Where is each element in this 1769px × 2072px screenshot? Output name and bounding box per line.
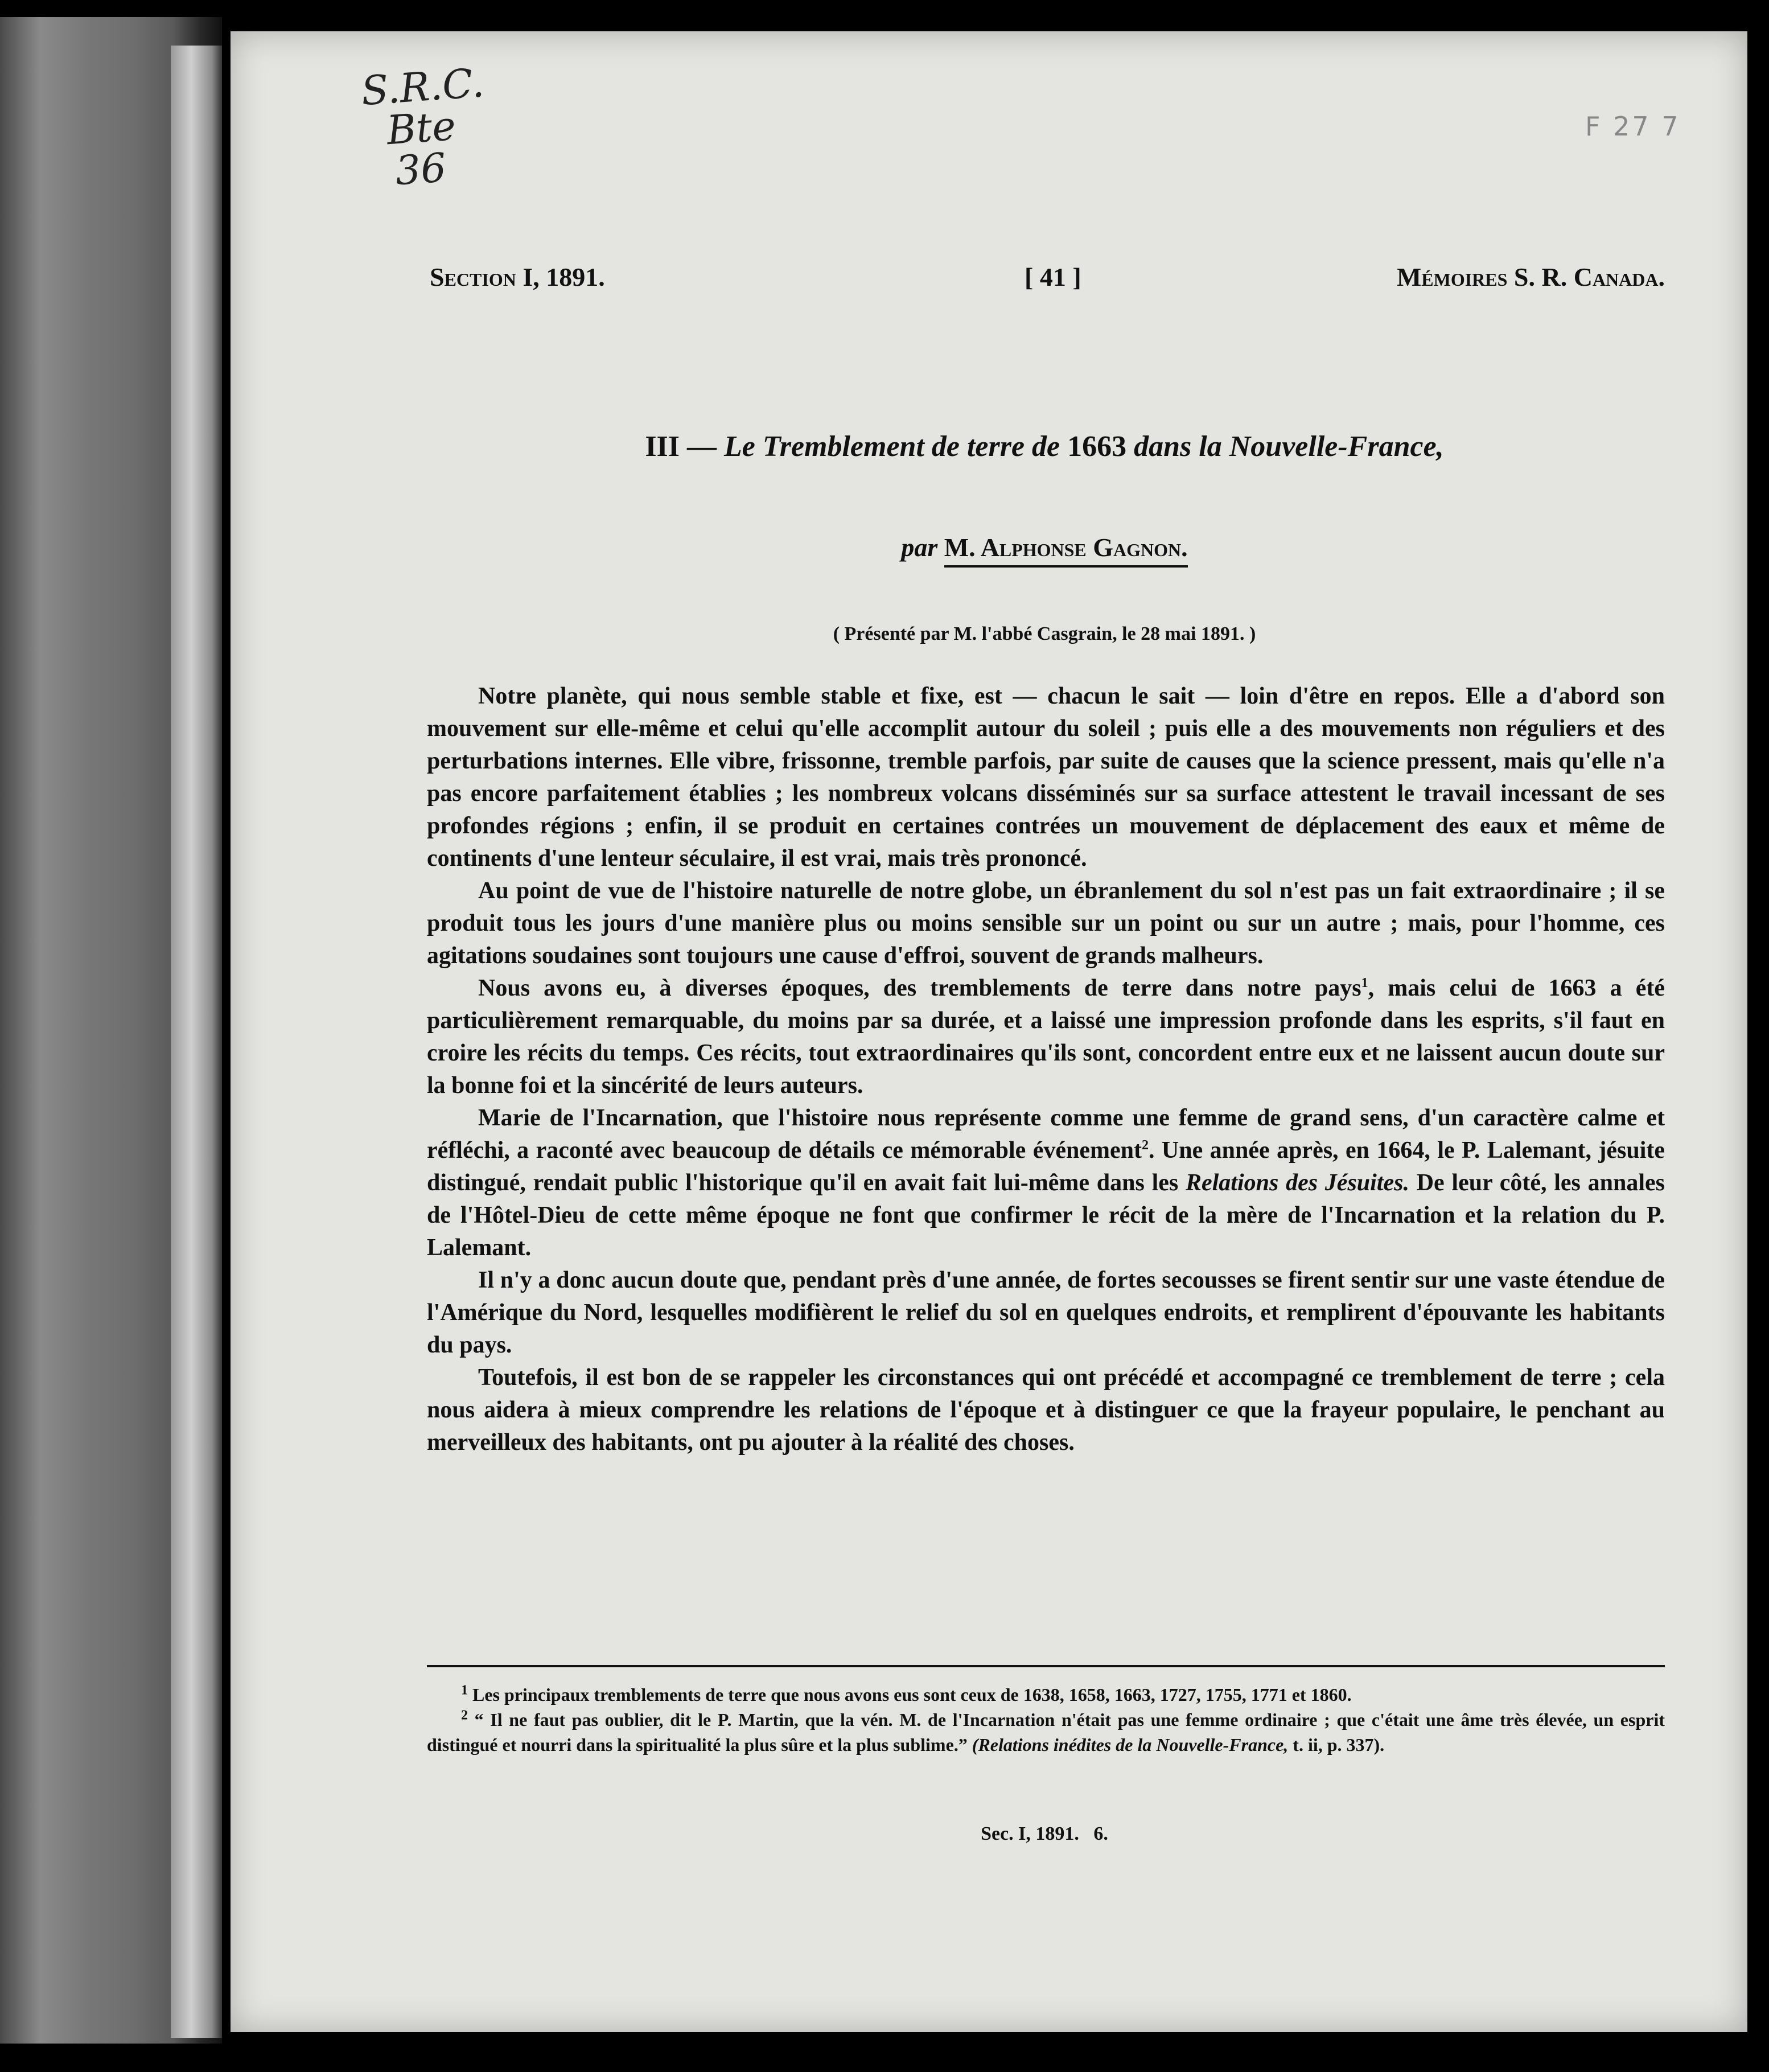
paragraph-5: Il n'y a donc aucun doute que, pendant près d'une année, de fortes secousses se firent sentir sur une vaste étendue de l'Amérique du Nord, lesquelles modifièrent le relief du sol en quelques endroits, et remplirent d'épouvante les habitants du pays. <box>427 1267 1665 1358</box>
author-prefix: par <box>901 533 938 562</box>
footnote-2-end: t. ii, p. 337). <box>1288 1734 1385 1755</box>
article-body <box>427 680 1665 1459</box>
pencil-mark: F 27 7 <box>1585 111 1681 142</box>
paragraph-4 <box>427 1102 1665 1264</box>
paragraph-4-text-a: Marie de l'Incarnation, que l'histoire nous représente comme une femme de grand sens, d'un caractère calme et réfléchi, a raconté avec beaucoup de détails ce mémorable événement <box>427 1105 1665 1164</box>
title-numeral: III — <box>645 430 725 463</box>
presentation-note: ( Présenté par M. l'abbé Casgrain, le 28 mai 1891. ) <box>833 623 1256 644</box>
paragraph-4-italic: Relations des Jésuites. <box>1185 1170 1409 1196</box>
page-edge <box>171 46 222 2038</box>
document-page <box>231 31 1747 2032</box>
paragraph-1: Notre planète, qui nous semble stable et fixe, est — chacun le sait — loin d'être en repos. Elle a d'abord son mouvement sur elle-même et celui qu'elle accomplit autour du soleil ; puis elle a des mouvements non réguliers et des perturbations internes. Elle vibre, frissonne, tremble parfois, par suite de causes que la science pressent, mais qu'elle n'a pas encore parfaitement établies ; les nombreux volcans disséminés sur sa surface attestent le travail incessant de ses profondes régions ; enfin, il se produit en certaines contrées un mouvement de déplacement des eaux et même de continents d'une lenteur séculaire, il est vrai, mais très prononcé. <box>427 683 1665 871</box>
title-italic-2: dans la Nouvelle-France, <box>1126 430 1444 463</box>
footnotes <box>427 1682 1665 1757</box>
footnote-2-italic: (Relations inédites de la Nouvelle-France, <box>972 1734 1289 1755</box>
footnote-2 <box>427 1707 1665 1757</box>
title-italic-1: Le Tremblement de terre de <box>724 430 1068 463</box>
header-section: Section I, 1891. <box>430 262 605 291</box>
handwritten-note <box>360 60 516 202</box>
running-header <box>430 262 1665 307</box>
paragraph-6: Toutefois, il est bon de se rappeler les circonstances qui ont précédé et accompagné ce tremblement de terre ; cela nous aidera à mieux comprendre les relations de l'époque et à distinguer ce que la frayeur populaire, le penchant au merveilleux des habitants, ont pu ajouter à la réalité des choses. <box>427 1364 1665 1456</box>
paragraph-4-text-b: . Une année après, en 1664, le P. Lalemant, jésuite distingué, rendait public l'historique qu'il en avait fait lui-même dans les <box>427 1137 1665 1196</box>
handwritten-line-1: S.R.C. <box>359 59 486 115</box>
paragraph-3 <box>427 972 1665 1102</box>
paragraph-3-text-b: , mais celui de 1663 a été particulièrement remarquable, du moins par sa durée, et a laissé une impression profonde dans les esprits, s'il faut en croire les récits du temps. Ces récits, tout extraordinaires qu'ils sont, concordent entre eux et ne laissent aucun doute sur la bonne foi et la sincérité de leurs auteurs. <box>427 975 1665 1099</box>
footnote-mark-2: 2 <box>461 1708 468 1723</box>
paragraph-2: Au point de vue de l'histoire naturelle de notre globe, un ébranlement du sol n'est pas un fait extraordinaire ; il se produit tous les jours d'une manière plus ou moins sensible sur un point ou sur un autre ; mais, pour l'homme, ces agitations soudaines sont toujours une cause d'effroi, souvent de grands malheurs. <box>427 878 1665 969</box>
paragraph-4-text-c: De leur côté, les annales de l'Hôtel-Dieu de cette même époque ne font que confirmer le récit de la mère de l'Incarnation et la relation du P. Lalemant. <box>427 1170 1665 1261</box>
paragraph-3-text-a: Nous avons eu, à diverses époques, des tremblements de terre dans notre pays <box>478 975 1361 1001</box>
footnote-1-text: Les principaux tremblements de terre que nous avons eus sont ceux de 1638, 1658, 1663, 1727, 1755, 1771 et 1860. <box>468 1684 1352 1705</box>
footnote-mark-1: 1 <box>461 1683 468 1698</box>
footnote-ref-2: 2 <box>1141 1138 1149 1153</box>
signature-mark: Sec. I, 1891. 6. <box>981 1823 1108 1844</box>
article-author <box>418 532 1671 562</box>
article-title <box>418 430 1671 463</box>
footnote-divider <box>427 1665 1665 1667</box>
handwritten-line-3: 36 <box>393 144 448 195</box>
author-honorific: M. <box>944 533 976 562</box>
author-name: Alphonse Gagnon. <box>980 533 1188 562</box>
header-journal: Mémoires S. R. Canada. <box>1396 262 1665 291</box>
author-name-block <box>944 533 1188 568</box>
footnote-ref-1: 1 <box>1361 976 1368 990</box>
footnote-2-text: “ Il ne faut pas oublier, dit le P. Martin, que la vén. M. de l'Incarnation n'était pas une femme ordinaire ; que c'était une âme très élevée, un esprit distingué et nourri dans la spiritualité la plus sûre et la plus sublime.” <box>427 1709 1665 1755</box>
title-year: 1663 <box>1067 430 1127 463</box>
page-number: [ 41 ] <box>1025 262 1081 291</box>
handwritten-line-2: Bte <box>385 102 458 154</box>
footnote-1 <box>427 1682 1665 1707</box>
